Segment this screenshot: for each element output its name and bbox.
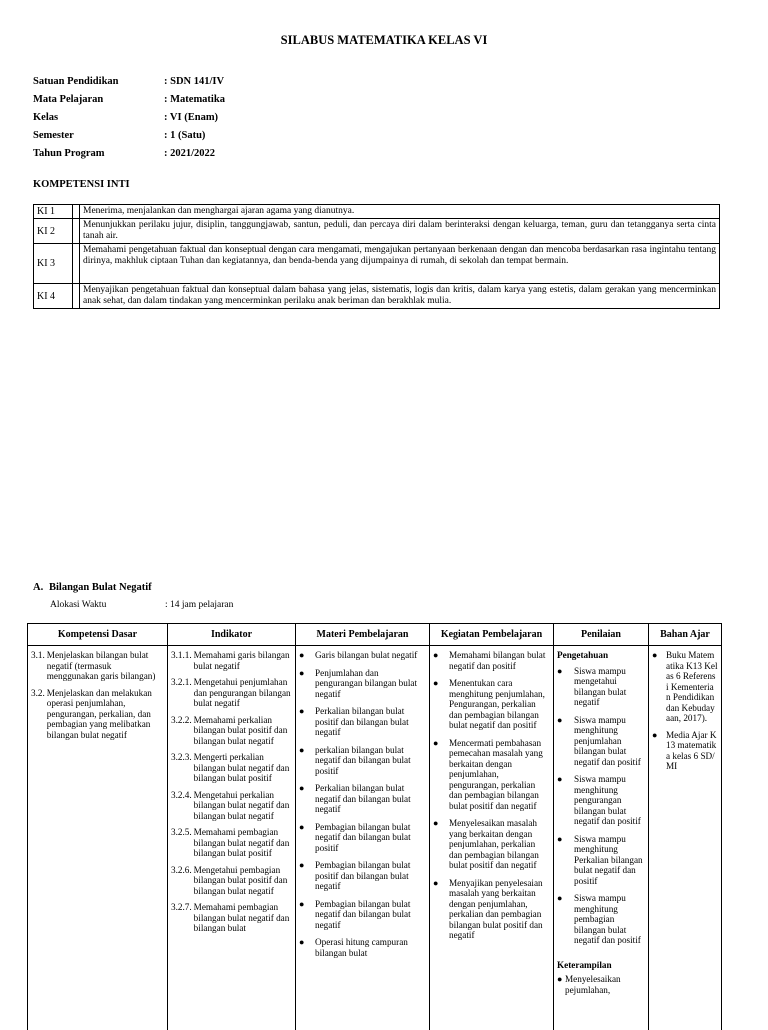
ki-text: Menunjukkan perilaku jujur, disiplin, tanggungjawab, santun, peduli, dan percaya diri dalam berinteraksi dengan keluarga, teman, guru dan tetangganya serta cinta tanah air. (80, 219, 720, 244)
alokasi-label: Alokasi Waktu (50, 600, 165, 610)
kegiatan-item (433, 678, 550, 731)
identity-key: Semester (33, 127, 164, 145)
ki-code: KI 1 (34, 205, 73, 219)
indikator-number: 3.2.7. (171, 902, 194, 934)
identity-block (33, 73, 225, 163)
ki-code: KI 3 (34, 244, 73, 284)
ki-code: KI 4 (34, 284, 73, 309)
kd-number: 3.2. (31, 688, 47, 741)
ki-row (34, 219, 720, 244)
kegiatan-item (433, 878, 550, 941)
ki-text: Memahami pengetahuan faktual dan konseptual dengan cara mengamati, mengajukan pertanyaan berkenaan dengan dan mencoba berdasarkan rasa ingintahu tentang dirinya, makhluk ciptaan Tuhan dan kegiatannya, dan benda-benda yang dijumpainya di rumah, di sekolah dan tempat bermain. (80, 244, 720, 284)
bullet-icon: ● (557, 974, 565, 995)
materi-text: Garis bilangan bulat negatif (315, 650, 426, 661)
bullet-icon: ● (433, 878, 449, 941)
kd-text: Menjelaskan dan melakukan operasi penjumlahan, pengurangan, perkalian, dan pembagian yang melibatkan bilangan bulat negatif (47, 688, 164, 741)
materi-text: Penjumlahan dan pengurangan bilangan bulat negatif (315, 668, 426, 700)
materi-item (299, 706, 426, 738)
indikator-text: Memahami pembagian bilangan bulat negatif dan bilangan bulat positif (194, 827, 292, 859)
bahan-item (652, 650, 718, 724)
column-header: Indikator (168, 624, 296, 646)
materi-item (299, 899, 426, 931)
kegiatan-item (433, 738, 550, 812)
ki-spacer (73, 205, 80, 219)
materi-text: Operasi hitung campuran bilangan bulat (315, 937, 426, 958)
indikator-item (171, 790, 292, 822)
materi-item (299, 668, 426, 700)
identity-row (33, 127, 225, 145)
materi-item (299, 783, 426, 815)
bullet-icon: ● (299, 706, 315, 738)
materi-text: perkalian bilangan bulat negatif dan bilangan bulat positif (315, 745, 426, 777)
penilaian-cell (554, 646, 649, 1030)
indikator-item (171, 715, 292, 747)
indikator-text: Mengetahui pembagian bilangan bulat positif dan bilangan bulat negatif (194, 865, 292, 897)
keterampilan-item (557, 974, 645, 995)
indikator-number: 3.2.4. (171, 790, 194, 822)
pengetahuan-item (557, 715, 645, 768)
indikator-number: 3.2.6. (171, 865, 194, 897)
bullet-icon: ● (557, 834, 574, 887)
indikator-number: 3.1.1. (171, 650, 194, 671)
pengetahuan-text: Siswa mampu menghitung penjumlahan bilangan bulat negatif dan positif (574, 715, 645, 768)
bahan-item (652, 730, 718, 772)
identity-value: : 2021/2022 (164, 148, 215, 159)
kd-cell (28, 646, 168, 1030)
ki-spacer (73, 219, 80, 244)
bullet-icon: ● (299, 860, 315, 892)
pengetahuan-text: Siswa mampu menghitung Perkalian bilangan bulat negatif dan positif (574, 834, 645, 887)
bahan-cell (649, 646, 722, 1030)
document-title: SILABUS MATEMATIKA KELAS VI (0, 33, 768, 48)
pengetahuan-text: Siswa mampu menghitung pembagian bilangan bulat negatif dan positif (574, 893, 645, 946)
alokasi-value: : 14 jam pelajaran (165, 600, 233, 610)
column-header: Materi Pembelajaran (296, 624, 430, 646)
pengetahuan-item (557, 774, 645, 827)
column-header: Kegiatan Pembelajaran (430, 624, 554, 646)
materi-text: Pembagian bilangan bulat negatif dan bilangan bulat positif (315, 822, 426, 854)
identity-row (33, 73, 225, 91)
kd-item (31, 688, 164, 741)
silabus-table (27, 623, 722, 1030)
identity-value: : VI (Enam) (164, 112, 218, 123)
identity-value: : Matematika (164, 94, 225, 105)
indikator-number: 3.2.1. (171, 677, 194, 709)
bullet-icon: ● (433, 818, 449, 871)
indikator-item (171, 677, 292, 709)
identity-key: Tahun Program (33, 145, 164, 163)
bullet-icon: ● (652, 650, 666, 724)
section-title: Bilangan Bulat Negatif (49, 582, 152, 593)
materi-item (299, 650, 426, 661)
indikator-cell (168, 646, 296, 1030)
ki-spacer (73, 244, 80, 284)
bullet-icon: ● (557, 774, 574, 827)
kegiatan-item (433, 650, 550, 671)
materi-text: Pembagian bilangan bulat negatif dan bilangan bulat negatif (315, 899, 426, 931)
column-header: Penilaian (554, 624, 649, 646)
kegiatan-text: Menyajikan penyelesaian masalah yang berkaitan dengan penjumlahan, perkalian dan pembagian bilangan bulat positif dan negatif (449, 878, 550, 941)
materi-item (299, 822, 426, 854)
ki-table (33, 204, 720, 309)
materi-item (299, 745, 426, 777)
identity-row (33, 109, 225, 127)
materi-text: Pembagian bilangan bulat positif dan bilangan bulat negatif (315, 860, 426, 892)
indikator-item (171, 650, 292, 671)
kd-number: 3.1. (31, 650, 47, 682)
identity-key: Satuan Pendidikan (33, 73, 164, 91)
indikator-text: Mengetahui penjumlahan dan pengurangan bilangan bulat negatif (194, 677, 292, 709)
bullet-icon: ● (433, 738, 449, 812)
kegiatan-cell (430, 646, 554, 1030)
bullet-icon: ● (299, 650, 315, 661)
ki-row (34, 205, 720, 219)
ki-spacer (73, 284, 80, 309)
ki-heading: KOMPETENSI INTI (33, 179, 130, 190)
indikator-text: Memahami perkalian bilangan bulat positif dan bilangan bulat negatif (194, 715, 292, 747)
pengetahuan-item (557, 893, 645, 946)
section-letter: A. (33, 582, 49, 593)
kegiatan-text: Memahami bilangan bulat negatif dan positif (449, 650, 550, 671)
pengetahuan-item (557, 666, 645, 708)
bullet-icon: ● (299, 937, 315, 958)
ki-text: Menyajikan pengetahuan faktual dan konseptual dalam bahasa yang jelas, sistematis, logis dan kritis, dalam karya yang estetis, dalam gerakan yang mencerminkan anak sehat, dan dalam tindakan yang mencerminkan perilaku anak beriman dan berakhlak mulia. (80, 284, 720, 309)
identity-value: : SDN 141/IV (164, 76, 224, 87)
pengetahuan-text: Siswa mampu mengetahui bilangan bulat negatif (574, 666, 645, 708)
ki-code: KI 2 (34, 219, 73, 244)
ki-text: Menerima, menjalankan dan menghargai ajaran agama yang dianutnya. (80, 205, 720, 219)
bahan-text: Media Ajar K13 matematika kelas 6 SD/MI (666, 730, 718, 772)
bullet-icon: ● (652, 730, 666, 772)
identity-key: Mata Pelajaran (33, 91, 164, 109)
bullet-icon: ● (299, 745, 315, 777)
bullet-icon: ● (557, 893, 574, 946)
kd-item (31, 650, 164, 682)
bullet-icon: ● (557, 666, 574, 708)
section-heading (33, 582, 152, 593)
silabus-content-row (28, 646, 722, 1030)
kegiatan-text: Menentukan cara menghitung penjumlahan, Pengurangan, perkalian dan pembagian bilangan bulat negatif dan positif (449, 678, 550, 731)
identity-value: : 1 (Satu) (164, 130, 205, 141)
column-header: Bahan Ajar (649, 624, 722, 646)
kegiatan-text: Mencermati pembahasan pemecahan masalah yang berkaitan dengan penjumlahan, pengurangan, perkalian dan pembagian bilangan bulat positif dan negatif (449, 738, 550, 812)
identity-key: Kelas (33, 109, 164, 127)
bahan-text: Buku Matematika K13 Kelas 6 Referensi Kementerian Pendidikan dan Kebudayaan, 2017). (666, 650, 718, 724)
bullet-icon: ● (299, 822, 315, 854)
ki-row (34, 284, 720, 309)
indikator-number: 3.2.3. (171, 752, 194, 784)
alokasi-waktu (50, 600, 233, 610)
indikator-item (171, 827, 292, 859)
indikator-number: 3.2.2. (171, 715, 194, 747)
keterampilan-heading: Keterampilan (557, 960, 645, 971)
bullet-icon: ● (299, 783, 315, 815)
column-header: Kompetensi Dasar (28, 624, 168, 646)
bullet-icon: ● (299, 899, 315, 931)
kegiatan-item (433, 818, 550, 871)
pengetahuan-text: Siswa mampu menghitung pengurangan bilangan bulat negatif dan positif (574, 774, 645, 827)
indikator-item (171, 902, 292, 934)
indikator-text: Memahami pembagian bilangan bulat negatif dan bilangan bulat (194, 902, 292, 934)
indikator-text: Memahami garis bilangan bulat negatif (194, 650, 292, 671)
materi-text: Perkalian bilangan bulat positif dan bilangan bulat negatif (315, 706, 426, 738)
bullet-icon: ● (433, 678, 449, 731)
materi-item (299, 860, 426, 892)
indikator-text: Mengerti perkalian bilangan bulat negatif dan bilangan bulat positif (194, 752, 292, 784)
materi-item (299, 937, 426, 958)
indikator-item (171, 865, 292, 897)
indikator-text: Mengetahui perkalian bilangan bulat negatif dan bilangan bulat negatif (194, 790, 292, 822)
identity-row (33, 91, 225, 109)
bullet-icon: ● (557, 715, 574, 768)
bullet-icon: ● (433, 650, 449, 671)
indikator-item (171, 752, 292, 784)
indikator-number: 3.2.5. (171, 827, 194, 859)
pengetahuan-item (557, 834, 645, 887)
keterampilan-text: Menyelesaikan pejumlahan, (565, 974, 645, 995)
kegiatan-text: Menyelesaikan masalah yang berkaitan dengan penjumlahan, perkalian dan pembagian bilangan bulat positif dan negatif (449, 818, 550, 871)
materi-text: Perkalian bilangan bulat negatif dan bilangan bulat negatif (315, 783, 426, 815)
ki-row (34, 244, 720, 284)
materi-cell (296, 646, 430, 1030)
identity-row (33, 145, 225, 163)
kd-text: Menjelaskan bilangan bulat negatif (termasuk menggunakan garis bilangan) (47, 650, 164, 682)
bullet-icon: ● (299, 668, 315, 700)
pengetahuan-heading: Pengetahuan (557, 650, 645, 661)
silabus-header-row (28, 624, 722, 646)
